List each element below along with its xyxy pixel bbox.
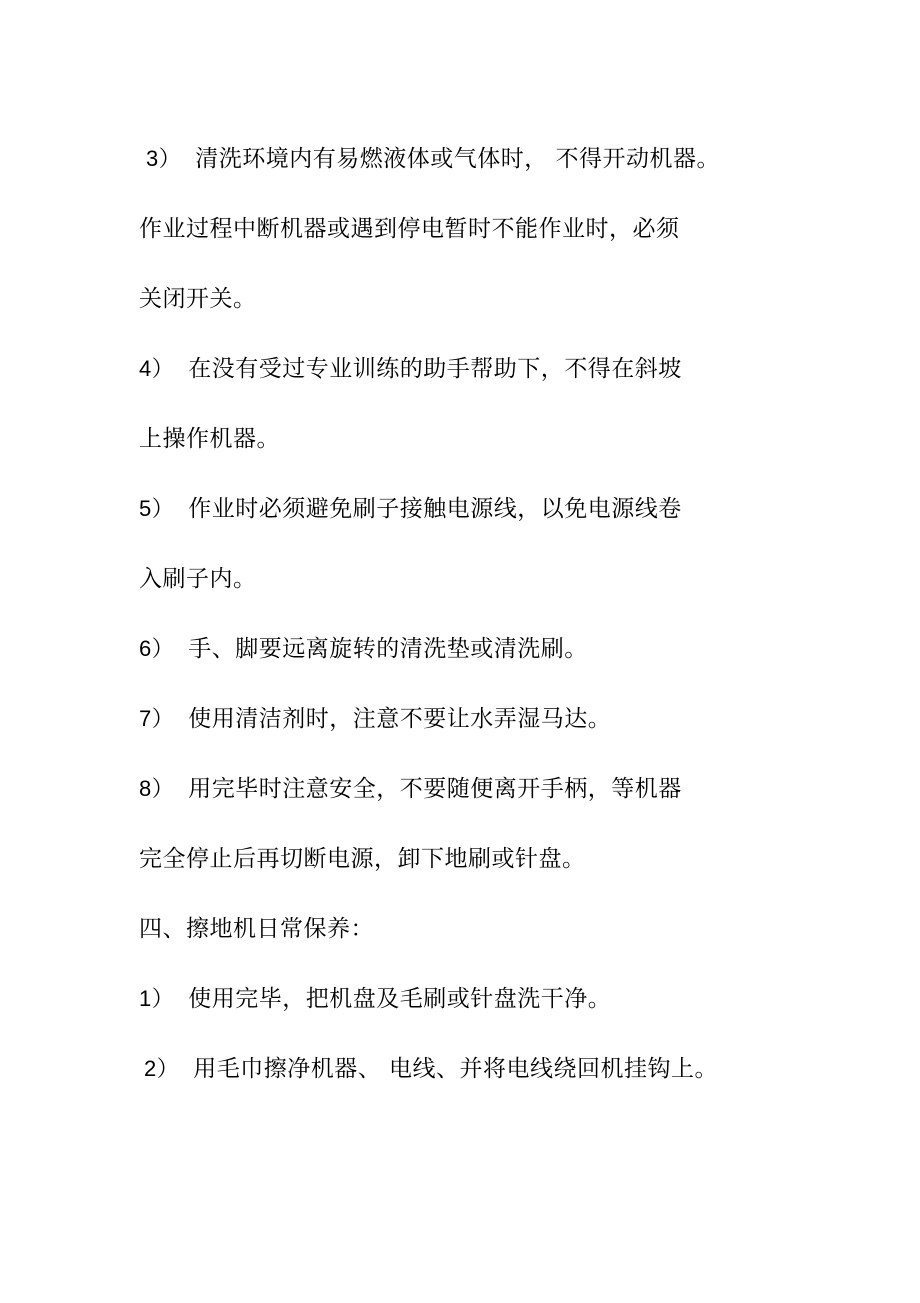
doc-line: [139, 354, 682, 384]
line-text: 用毛巾擦净机器、 电线、并将电线绕回机挂钩上。: [193, 1056, 719, 1082]
line-text: 使用清洁剂时，注意不要让水弄湿马达。: [188, 706, 612, 732]
line-text: 完全停止后再切断电源，卸下地刷或针盘。: [139, 846, 586, 872]
item-number: 8）: [139, 776, 175, 801]
doc-line: [139, 844, 586, 874]
doc-line: [139, 634, 588, 664]
line-text: 入刷子内。: [139, 566, 257, 592]
doc-line: [139, 424, 280, 454]
line-text: 手、脚要远离旋转的清洗垫或清洗刷。: [188, 636, 588, 662]
line-text: 上操作机器。: [139, 426, 280, 452]
doc-line: [139, 214, 680, 244]
section-heading: [139, 914, 374, 944]
item-number: 5）: [139, 496, 175, 521]
line-text: 作业过程中断机器或遇到停电暂时不能作业时，必须: [139, 216, 680, 242]
doc-line: [139, 704, 611, 734]
line-text: 四、擦地机日常保养：: [139, 916, 374, 942]
line-text: 用完毕时注意安全，不要随便离开手柄，等机器: [188, 776, 682, 802]
doc-line: [139, 984, 611, 1014]
item-number: 6）: [139, 636, 175, 661]
doc-line: [139, 284, 257, 314]
line-text: 作业时必须避免刷子接触电源线，以免电源线卷: [188, 496, 682, 522]
item-number: 4）: [139, 356, 175, 381]
doc-line: [139, 774, 682, 804]
item-number: 1）: [139, 986, 175, 1011]
item-number: 3）: [146, 146, 182, 171]
doc-line: [139, 494, 682, 524]
item-number: 7）: [139, 706, 175, 731]
line-text: 使用完毕，把机盘及毛刷或针盘洗干净。: [188, 986, 612, 1012]
doc-line: [144, 1054, 718, 1084]
line-text: 清洗环境内有易燃液体或气体时， 不得开动机器。: [195, 146, 721, 172]
doc-line: [139, 564, 257, 594]
item-number: 2）: [144, 1056, 180, 1081]
doc-line: [146, 144, 720, 174]
line-text: 关闭开关。: [139, 286, 257, 312]
line-text: 在没有受过专业训练的助手帮助下，不得在斜坡: [188, 356, 682, 382]
